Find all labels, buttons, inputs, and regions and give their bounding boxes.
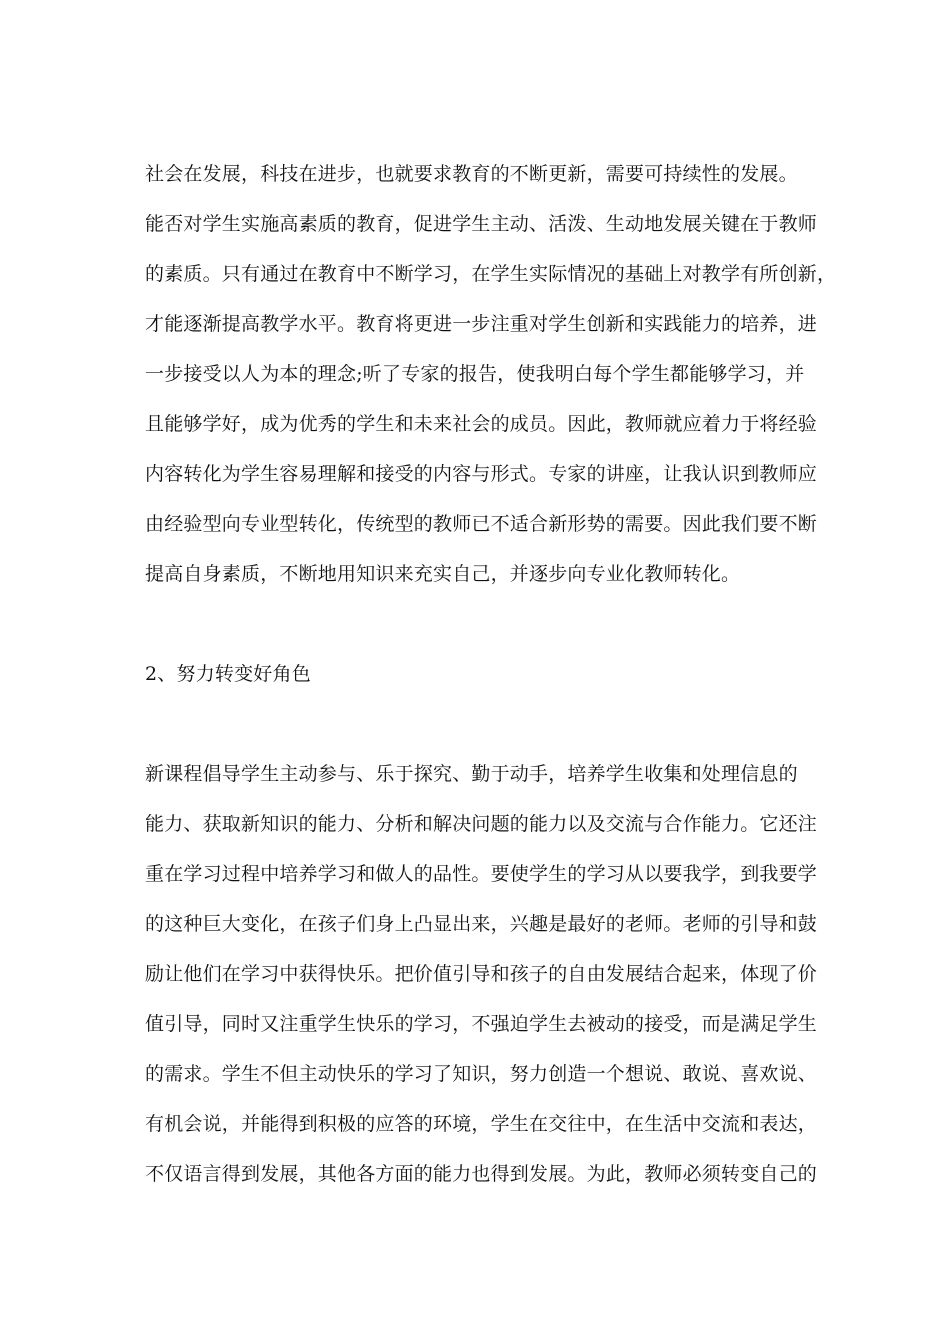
- paragraph2-line-2: 能力、获取新知识的能力、分析和解决问题的能力以及交流与合作能力。它还注: [145, 813, 818, 835]
- paragraph1-line-2: 能否对学生实施高素质的教育，促进学生主动、活泼、生动地发展关键在于教师: [145, 213, 818, 235]
- paragraph1-line-5: 一步接受以人为本的理念;听了专家的报告，使我明白每个学生都能够学习，并: [145, 363, 805, 385]
- paragraph2-line-8: 有机会说，并能得到积极的应答的环境，学生在交往中，在生活中交流和表达，: [145, 1113, 818, 1135]
- paragraph1-line-8: 由经验型向专业型转化，传统型的教师已不适合新形势的需要。因此我们要不断: [145, 513, 818, 535]
- paragraph1-line-1: 社会在发展，科技在进步，也就要求教育的不断更新，需要可持续性的发展。: [145, 163, 798, 185]
- paragraph2-line-6: 值引导，同时又注重学生快乐的学习，不强迫学生去被动的接受，而是满足学生: [145, 1013, 818, 1035]
- paragraph1-line-6: 且能够学好，成为优秀的学生和未来社会的成员。因此，教师就应着力于将经验: [145, 413, 818, 435]
- paragraph1-line-7: 内容转化为学生容易理解和接受的内容与形式。专家的讲座，让我认识到教师应: [145, 463, 818, 485]
- paragraph1-line-9: 提高自身素质，不断地用知识来充实自己，并逐步向专业化教师转化。: [145, 563, 741, 585]
- paragraph2-line-5: 励让他们在学习中获得快乐。把价值引导和孩子的自由发展结合起来，体现了价: [145, 963, 818, 985]
- section-heading: 2、努力转变好角色: [145, 663, 311, 685]
- paragraph2-line-3: 重在学习过程中培养学习和做人的品性。要使学生的学习从以要我学，到我要学: [145, 863, 818, 885]
- paragraph1-line-3: 的素质。只有通过在教育中不断学习，在学生实际情况的基础上对教学有所创新，: [145, 263, 837, 285]
- paragraph2-line-7: 的需求。学生不但主动快乐的学习了知识，努力创造一个想说、敢说、喜欢说、: [145, 1063, 818, 1085]
- paragraph2-line-4: 的这种巨大变化，在孩子们身上凸显出来，兴趣是最好的老师。老师的引导和鼓: [145, 913, 818, 935]
- paragraph1-line-4: 才能逐渐提高教学水平。教育将更进一步注重对学生创新和实践能力的培养，进: [145, 313, 818, 335]
- paragraph2-line-1: 新课程倡导学生主动参与、乐于探究、勤于动手，培养学生收集和处理信息的: [145, 763, 798, 785]
- paragraph2-line-9: 不仅语言得到发展，其他各方面的能力也得到发展。为此，教师必须转变自己的: [145, 1163, 818, 1185]
